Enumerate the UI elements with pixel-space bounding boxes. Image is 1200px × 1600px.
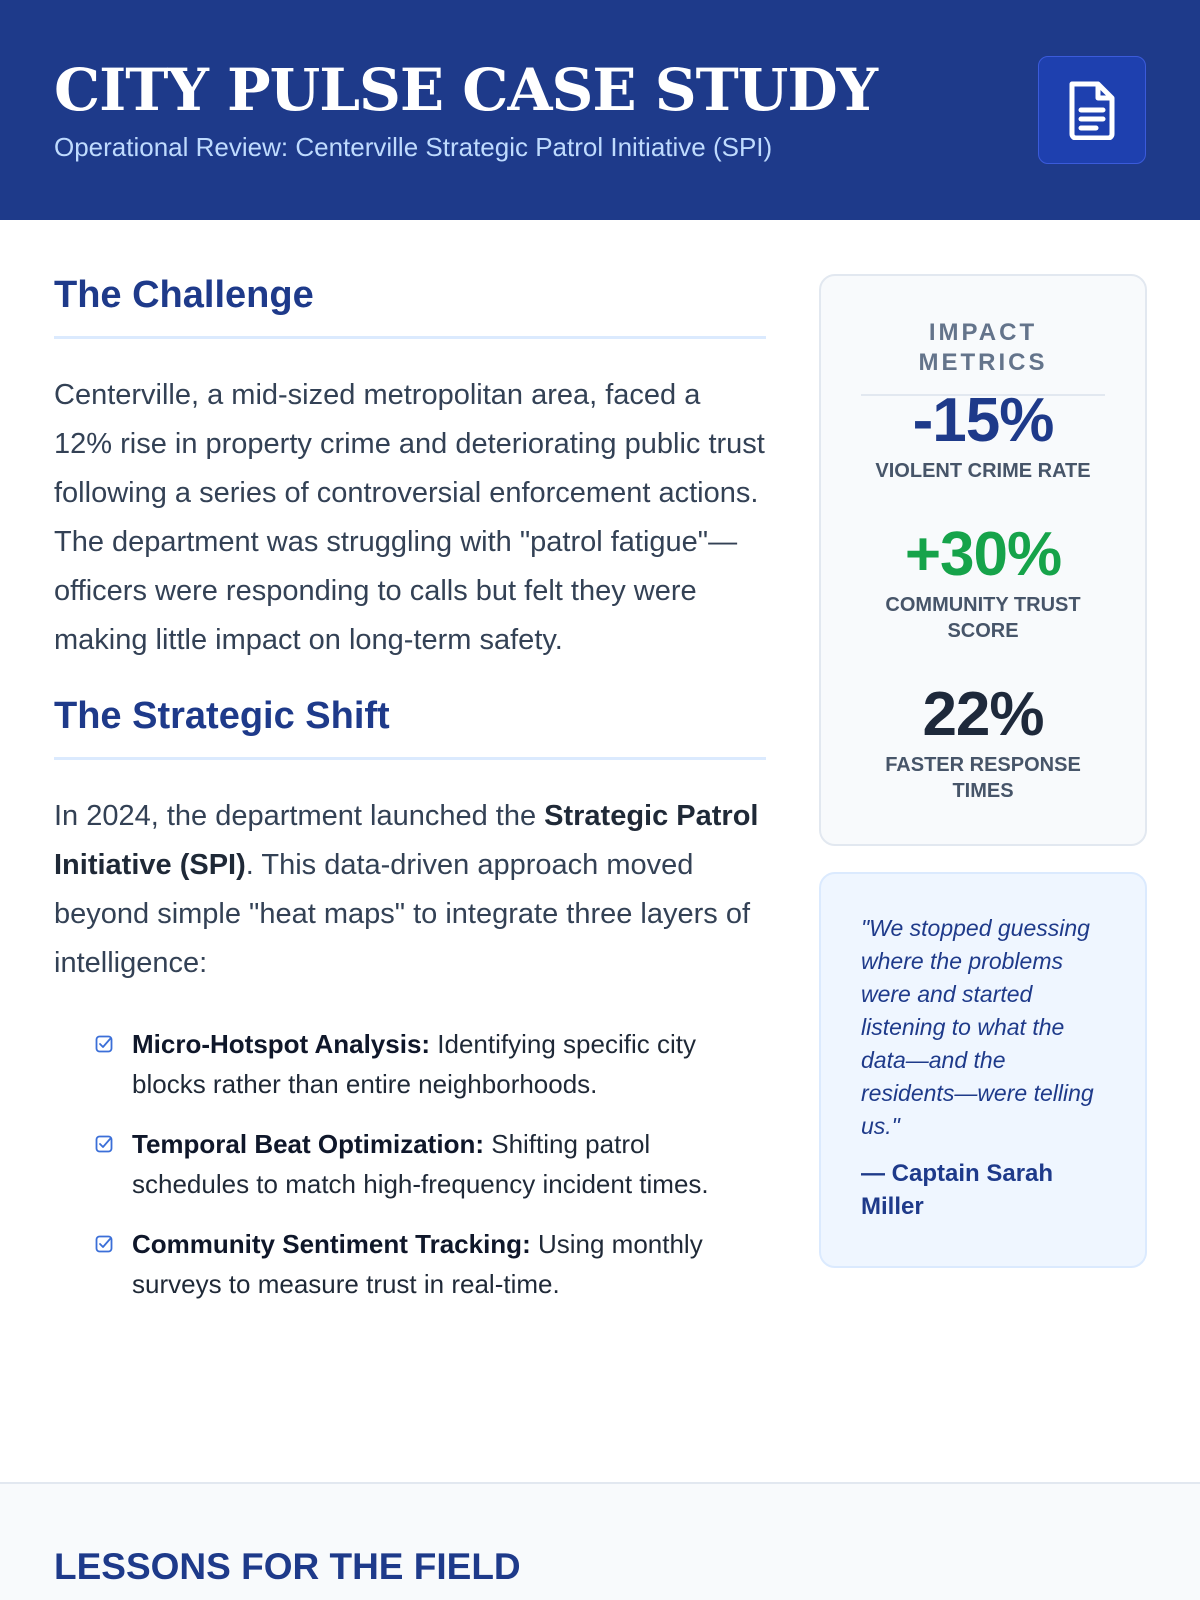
metric-label: FASTER RESPONSE TIMES: [885, 754, 1081, 802]
checkbox-icon: [94, 1134, 114, 1154]
article-body: [54, 270, 766, 1324]
impact-metrics-card: [819, 274, 1147, 846]
strategic-shift-heading: The Strategic Shift: [54, 691, 766, 760]
metric-label: COMMUNITY TRUST SCORE: [885, 594, 1081, 642]
challenge-paragraph: Centerville, a mid-sized metropolitan area, faced a 12% rise in property crime and deteriorating public trust following a series of controversial enforcement actions. The department was struggling with "patrol fatigue"—officers were responding to calls but felt they were making little impact on long-term safety.: [54, 379, 765, 656]
quote-text: "We stopped guessing where the problems were and started listening to what the data—and the residents—were telling us.": [861, 915, 1094, 1139]
list-item-title: Micro-Hotspot Analysis:: [132, 1029, 431, 1059]
metric-violent-crime: [821, 388, 1145, 484]
metric-response-times: [821, 682, 1145, 804]
metric-value: 22%: [922, 680, 1044, 749]
shift-text-after: . This data-driven approach moved beyond simple "heat maps" to integrate three layers of intelligence:: [54, 849, 751, 979]
document-icon: [1066, 80, 1118, 140]
list-item-title: Temporal Beat Optimization:: [132, 1129, 484, 1159]
challenge-heading: The Challenge: [54, 270, 766, 339]
intelligence-layers-list: [54, 1024, 766, 1304]
list-item-text: Identifying specific city blocks rather than entire neighborhoods.: [132, 1029, 696, 1099]
checkbox-icon: [94, 1034, 114, 1054]
page-header: [0, 0, 1200, 220]
document-icon-button[interactable]: [1038, 56, 1146, 164]
list-item: [54, 1124, 766, 1204]
list-item: [54, 1224, 766, 1304]
main-content: [0, 220, 1200, 1482]
list-item: [54, 1024, 766, 1104]
testimonial-quote-card: [819, 872, 1147, 1268]
shift-text-bold: Strategic Patrol Initiative (SPI): [54, 800, 759, 881]
checkbox-icon: [94, 1234, 114, 1254]
metric-community-trust: [821, 522, 1145, 644]
list-item-text: Shifting patrol schedules to match high-frequency incident times.: [132, 1129, 709, 1199]
shift-text-before: In 2024, the department launched the: [54, 800, 545, 832]
lessons-heading: LESSONS FOR THE FIELD: [54, 1546, 521, 1587]
impact-metrics-title: IMPACT METRICS: [861, 318, 1105, 396]
page-title: CITY PULSE CASE STUDY: [54, 56, 878, 124]
metric-value: -15%: [912, 386, 1054, 455]
list-item-text: Using monthly surveys to measure trust in real-time.: [132, 1229, 703, 1299]
metric-value: +30%: [904, 520, 1062, 589]
metric-label: VIOLENT CRIME RATE: [875, 460, 1091, 482]
quote-author: — Captain Sarah Miller: [861, 1160, 1054, 1220]
lessons-section: [0, 1482, 1200, 1600]
page-subtitle: Operational Review: Centerville Strategic Patrol Initiative (SPI): [54, 132, 773, 162]
list-item-title: Community Sentiment Tracking:: [132, 1229, 531, 1259]
strategic-shift-paragraph: [54, 792, 766, 988]
